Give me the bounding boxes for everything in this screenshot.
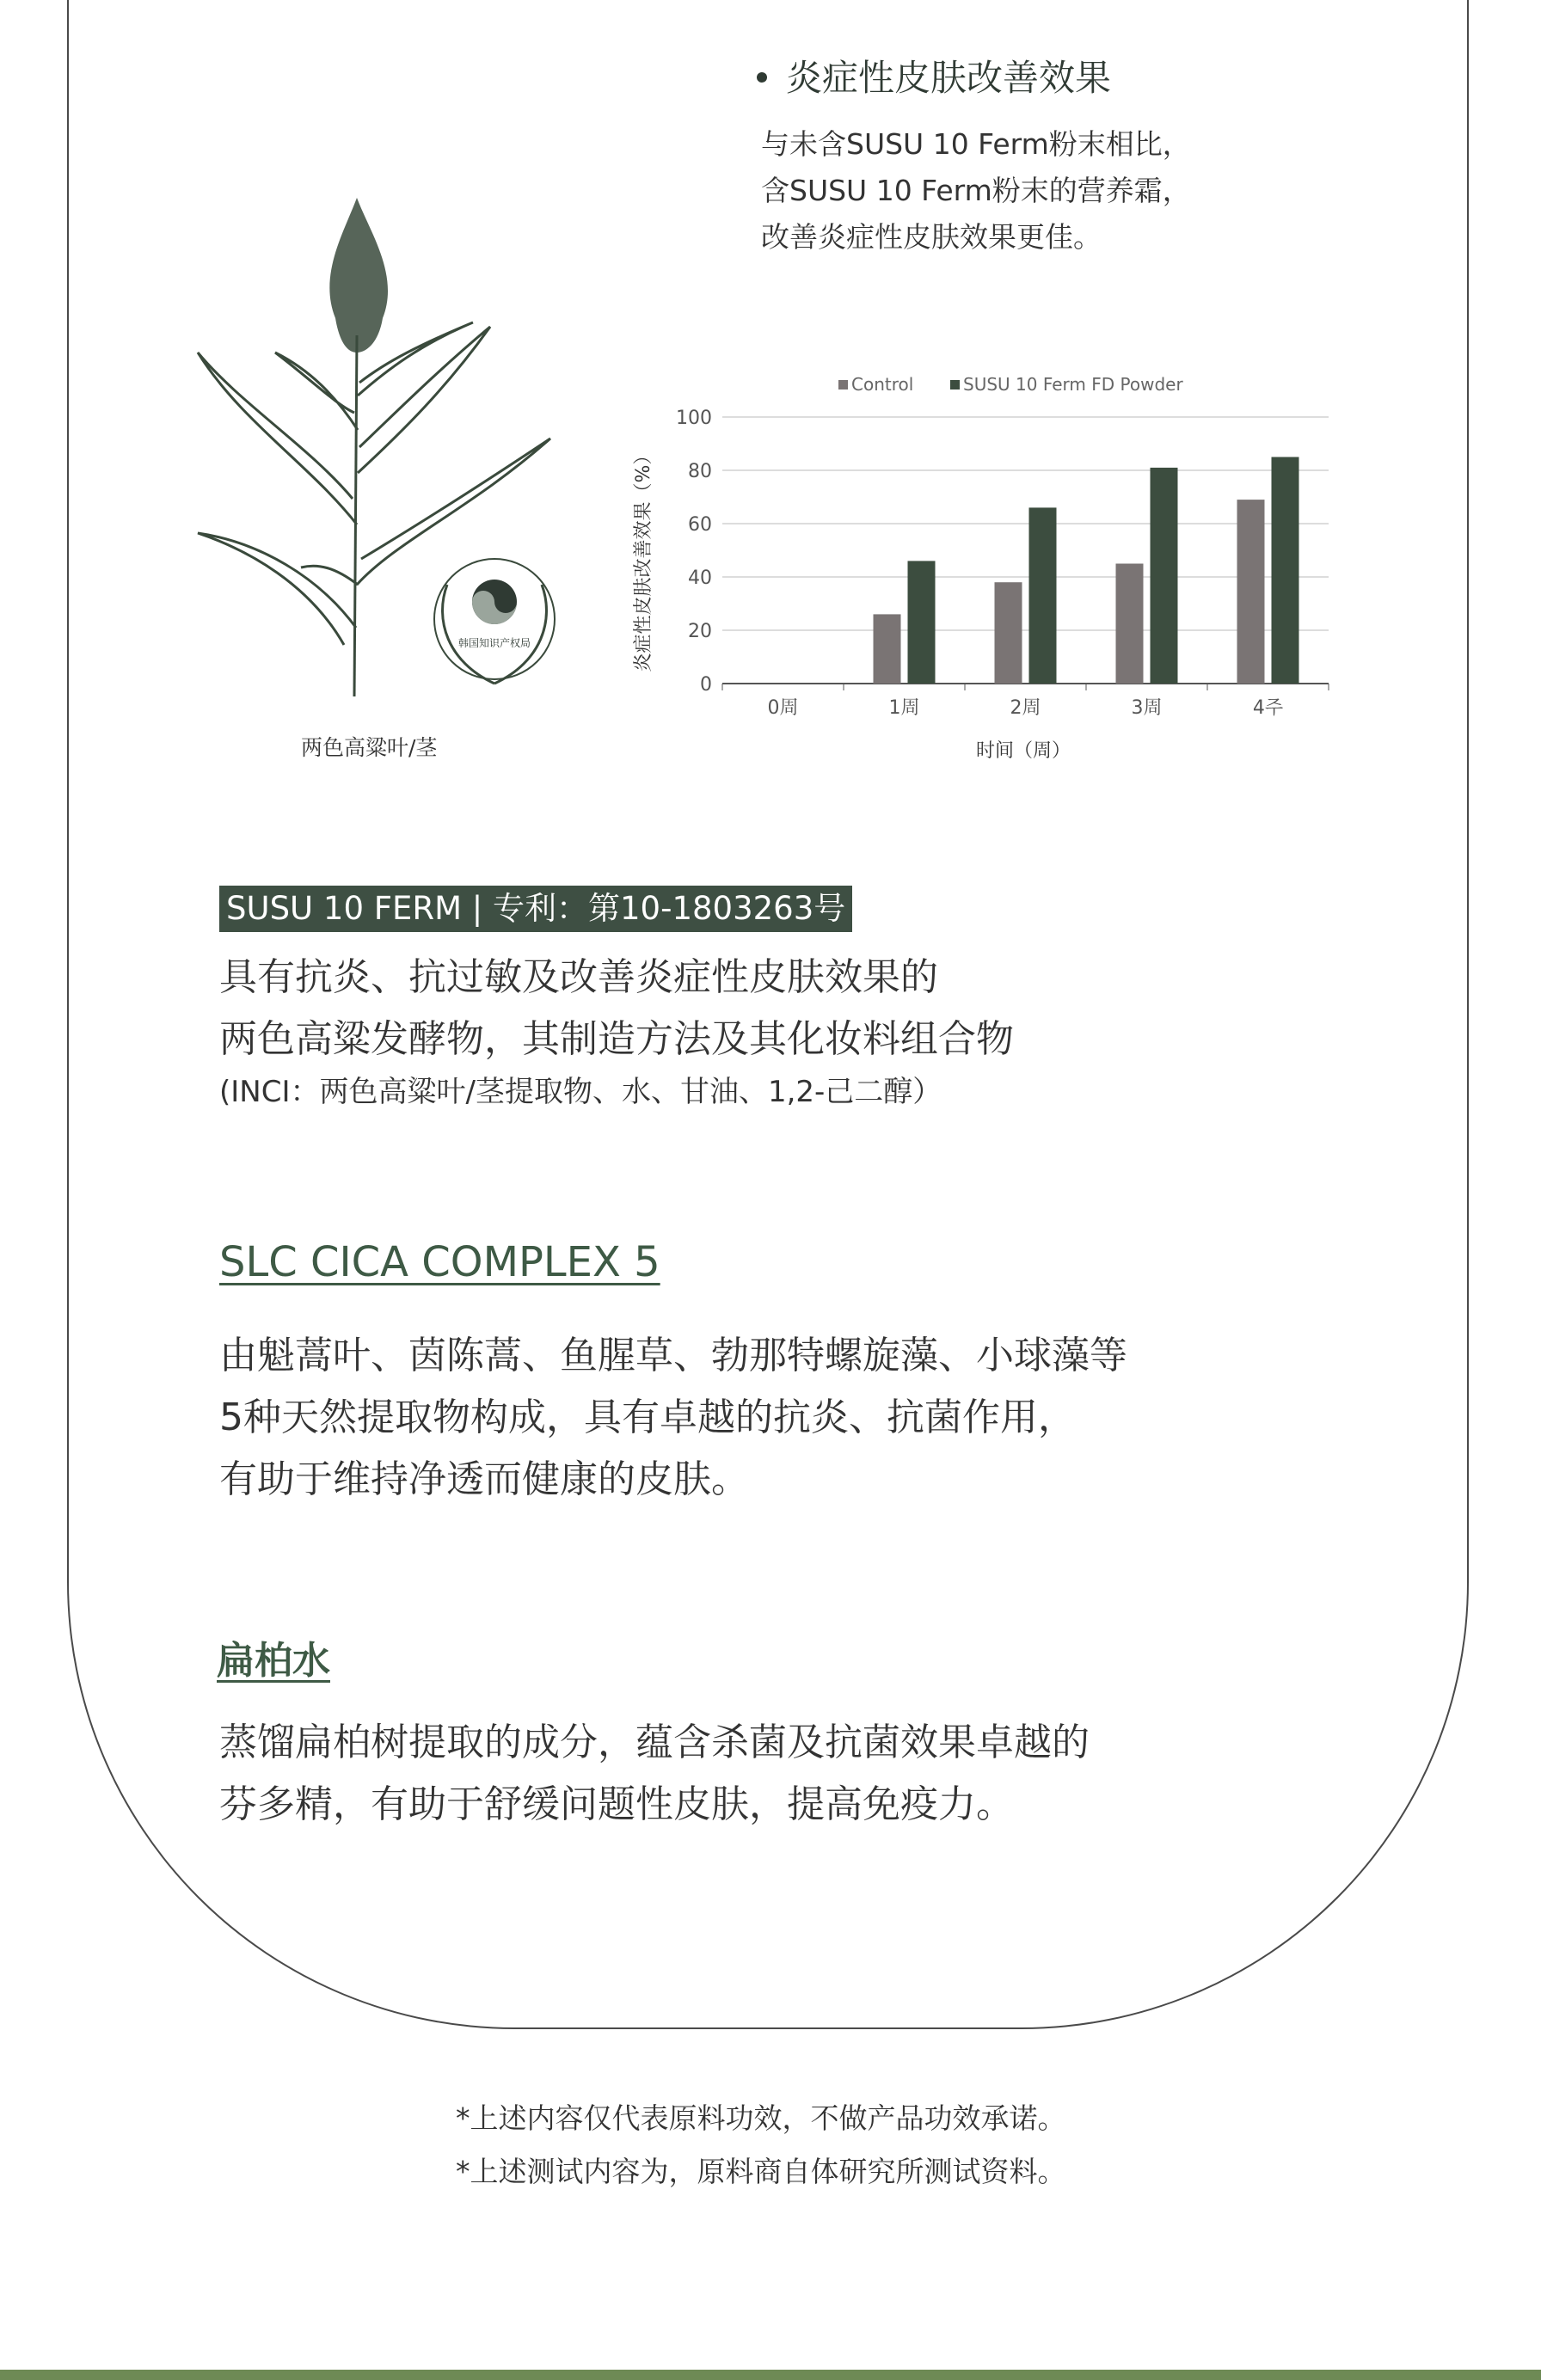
cica-line: 5种天然提取物构成，具有卓越的抗炎、抗菌作用， <box>219 1395 1076 1439</box>
legend-swatch <box>838 380 848 390</box>
chart-x-ticks <box>722 684 1329 719</box>
cica-title: SLC CICA COMPLEX 5 <box>219 1238 660 1286</box>
patent-line: 具有抗炎、抗过敏及改善炎症性皮肤效果的 <box>219 955 938 999</box>
thuja-line: 蒸馏扁柏树提取的成分，蕴含杀菌及抗菌效果卓越的 <box>219 1721 1090 1764</box>
patent-line: 两色高粱发酵物，其制造方法及其化妆料组合物 <box>219 1017 1014 1061</box>
chart-y-tick: 20 <box>688 621 712 642</box>
chart-x-tick: 1周 <box>888 697 920 719</box>
patent-inci: (INCI：两色高粱叶/茎提取物、水、甘油、1,2-己二醇） <box>219 1075 942 1109</box>
chart-bar-control <box>1116 564 1144 684</box>
bullet-dot <box>757 72 767 83</box>
efficacy-chart <box>628 361 1350 774</box>
chart-x-tick: 3周 <box>1131 697 1163 719</box>
chart-x-tick: 0周 <box>767 697 799 719</box>
chart-bar-control <box>995 582 1022 684</box>
disclaimer-note: *上述测试内容为，原料商自体研究所测试资料。 <box>456 2155 1066 2188</box>
patent-tag: SUSU 10 FERM | 专利：第10-1803263号 <box>219 886 852 932</box>
thuja-title: 扁柏水 <box>217 1639 330 1683</box>
chart-bar-susu <box>1029 507 1057 684</box>
efficacy-title <box>757 50 1111 101</box>
footer-strip <box>0 2370 1541 2380</box>
chart-y-tick: 100 <box>676 408 712 429</box>
efficacy-title-text: 炎症性皮肤改善效果 <box>786 57 1112 99</box>
sorghum-plant-illustration <box>189 181 576 705</box>
chart-x-label: 时间（周） <box>975 740 1071 762</box>
chart-y-tick: 80 <box>688 461 712 482</box>
disclaimer-note: *上述内容仅代表原料功效，不做产品功效承诺。 <box>456 2101 1066 2135</box>
cica-line: 由魁蒿叶、茵陈蒿、鱼腥草、勃那特螺旋藻、小球藻等 <box>219 1334 1127 1377</box>
legend-swatch <box>950 380 960 390</box>
trademark-seal <box>434 559 555 684</box>
chart-y-tick: 0 <box>700 674 712 696</box>
legend-label: SUSU 10 Ferm FD Powder <box>963 374 1183 395</box>
seal-text: 韩国知识产权局 <box>457 637 531 649</box>
plant-caption: 两色高粱叶/茎 <box>301 735 438 760</box>
chart-bar-susu <box>908 561 936 684</box>
efficacy-desc-line: 含SUSU 10 Ferm粉末的营养霜， <box>761 174 1191 207</box>
chart-legend <box>838 374 1183 395</box>
chart-bar-control <box>874 614 901 684</box>
chart-bar-control <box>1237 500 1265 684</box>
chart-x-tick: 4주 <box>1252 697 1284 719</box>
thuja-line: 芬多精，有助于舒缓问题性皮肤，提高免疫力。 <box>219 1782 1014 1826</box>
chart-bars <box>874 457 1299 684</box>
chart-y-tick: 60 <box>688 514 712 536</box>
efficacy-desc-line: 与未含SUSU 10 Ferm粉末相比， <box>761 127 1191 161</box>
chart-y-tick: 40 <box>688 567 712 589</box>
chart-bar-susu <box>1272 457 1299 684</box>
cica-line: 有助于维持净透而健康的皮肤。 <box>219 1457 749 1501</box>
chart-y-label: 炎症性皮肤改善效果（%） <box>633 445 654 672</box>
chart-bar-susu <box>1151 468 1178 684</box>
efficacy-desc-line: 改善炎症性皮肤效果更佳。 <box>761 220 1102 254</box>
legend-label: Control <box>851 374 914 395</box>
chart-x-tick: 2周 <box>1010 697 1041 719</box>
